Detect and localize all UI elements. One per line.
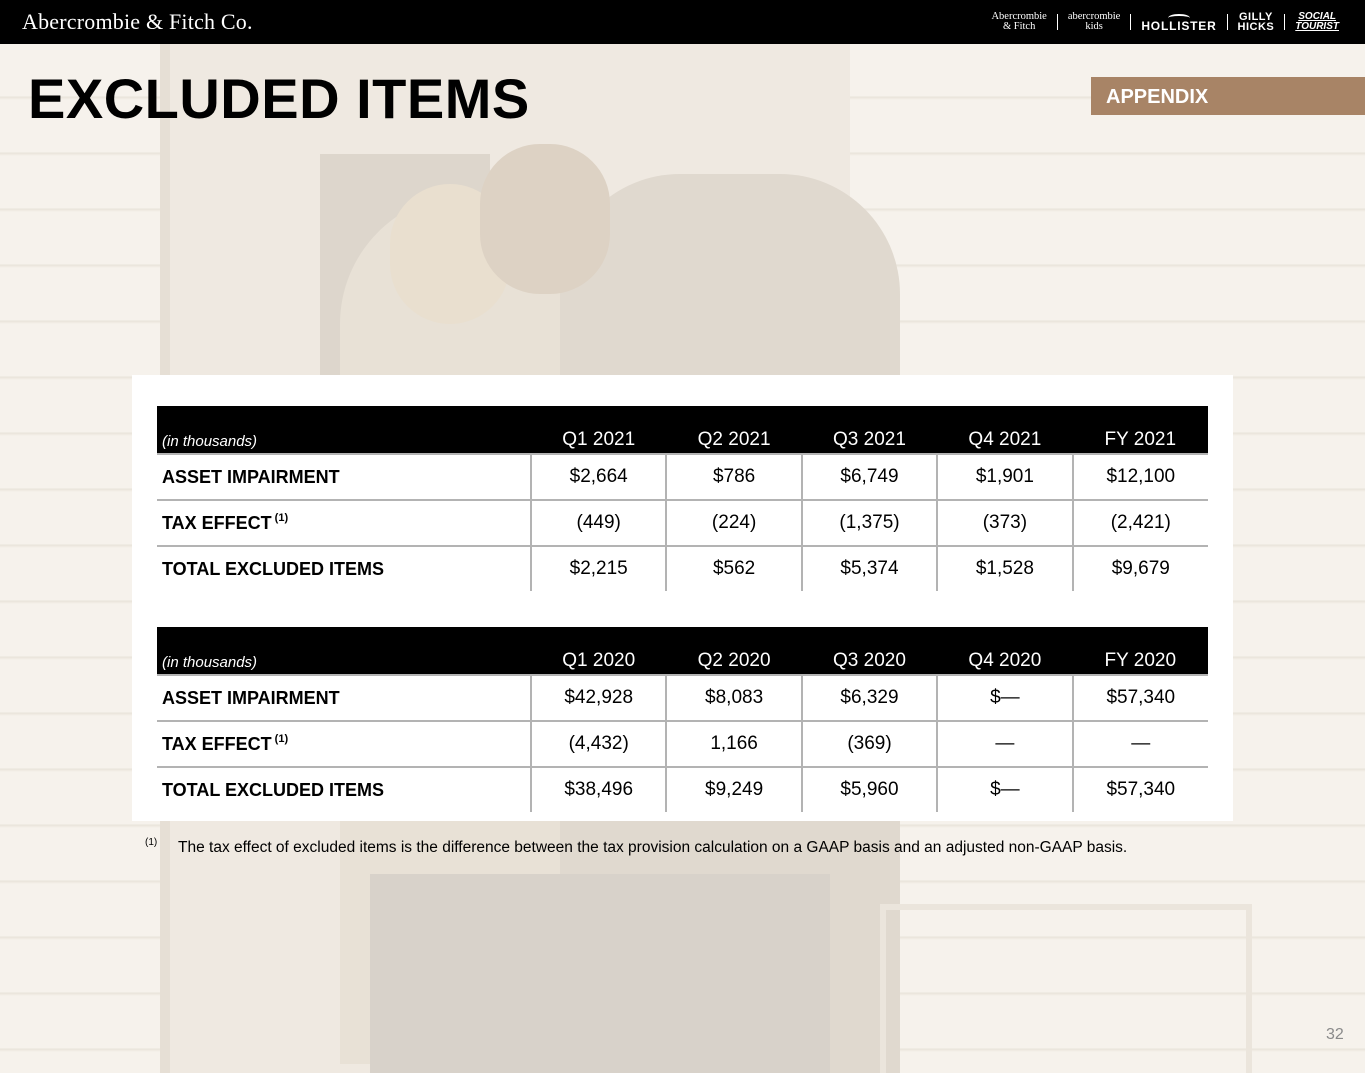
table-cell: $562 [666,546,801,591]
units-label: (in thousands) [157,627,531,675]
table-cell: $— [937,675,1072,721]
table-cell: $42,928 [531,675,666,721]
row-label: TAX EFFECT $^{(1)}$ [157,721,531,767]
column-header: Q3 2021 [802,406,937,454]
table-cell: (1,375) [802,500,937,546]
brand-logo-hollister: HOLLISTER [1131,14,1226,31]
table-row [157,546,1208,591]
excluded-items-table-2021 [157,406,1208,591]
page-title: EXCLUDED ITEMS [28,67,530,130]
table-row [157,675,1208,721]
units-label: (in thousands) [157,406,531,454]
table-cell: $9,249 [666,767,801,812]
brand-logos [981,8,1349,36]
footnote-text: The tax effect of excluded items is the difference between the tax provision calculation on a GAAP basis and an adjusted non-GAAP basis. [178,839,1128,856]
company-logo: Abercrombie & Fitch Co. [22,9,253,34]
table-row [157,454,1208,500]
row-label: ASSET IMPAIRMENT [157,454,531,500]
column-header: Q1 2020 [531,627,666,675]
row-label: TAX EFFECT $^{(1)}$ [157,500,531,546]
table-cell: 1,166 [666,721,801,767]
table-cell: $38,496 [531,767,666,812]
row-label: TOTAL EXCLUDED ITEMS [157,767,531,812]
table-cell: $12,100 [1073,454,1208,500]
table-cell: (373) [937,500,1072,546]
brand-logo-gilly-hicks: GILLY HICKS [1237,11,1275,33]
table-cell: (4,432) [531,721,666,767]
table-cell: $5,374 [802,546,937,591]
table-cell: $9,679 [1073,546,1208,591]
brand-logo-abercrombie-kids: abercrombie kids [1067,11,1121,32]
table-header-row [157,406,1208,454]
table-cell: $786 [666,454,801,500]
table-cell: $2,664 [531,454,666,500]
table-cell: $— [937,767,1072,812]
table-cell: — [1073,721,1208,767]
column-header: Q4 2020 [937,627,1072,675]
table-cell: (224) [666,500,801,546]
table-header-row [157,627,1208,675]
brand-logo-abercrombie-fitch: Abercrombie & Fitch [991,11,1047,32]
table-row [157,767,1208,812]
table-cell: (369) [802,721,937,767]
tables-panel [132,375,1233,821]
column-header: Q3 2020 [802,627,937,675]
table-cell: (449) [531,500,666,546]
table-cell: $6,329 [802,675,937,721]
footnote-marker: (1) [145,837,158,848]
table-cell: $8,083 [666,675,801,721]
table-cell: $2,215 [531,546,666,591]
column-header: Q4 2021 [937,406,1072,454]
page-number: 32 [1326,1026,1344,1043]
appendix-badge: APPENDIX [1091,77,1365,115]
column-header: Q2 2021 [666,406,801,454]
column-header: FY 2020 [1073,627,1208,675]
table-cell: $1,901 [937,454,1072,500]
table-cell: — [937,721,1072,767]
column-header: Q1 2021 [531,406,666,454]
footnote-reference: (1) [274,512,289,524]
table-cell: $57,340 [1073,675,1208,721]
table-row [157,500,1208,546]
column-header: FY 2021 [1073,406,1208,454]
table-cell: $6,749 [802,454,937,500]
table-cell: $57,340 [1073,767,1208,812]
table-cell: (2,421) [1073,500,1208,546]
table-cell: $1,528 [937,546,1072,591]
header-bar [0,0,1365,44]
excluded-items-table-2020 [157,627,1208,812]
footnote-reference: (1) [274,733,289,745]
row-label: ASSET IMPAIRMENT [157,675,531,721]
table-cell: $5,960 [802,767,937,812]
table-row [157,721,1208,767]
row-label: TOTAL EXCLUDED ITEMS [157,546,531,591]
column-header: Q2 2020 [666,627,801,675]
brand-logo-social-tourist: SOCIAL TOURIST [1295,11,1339,32]
